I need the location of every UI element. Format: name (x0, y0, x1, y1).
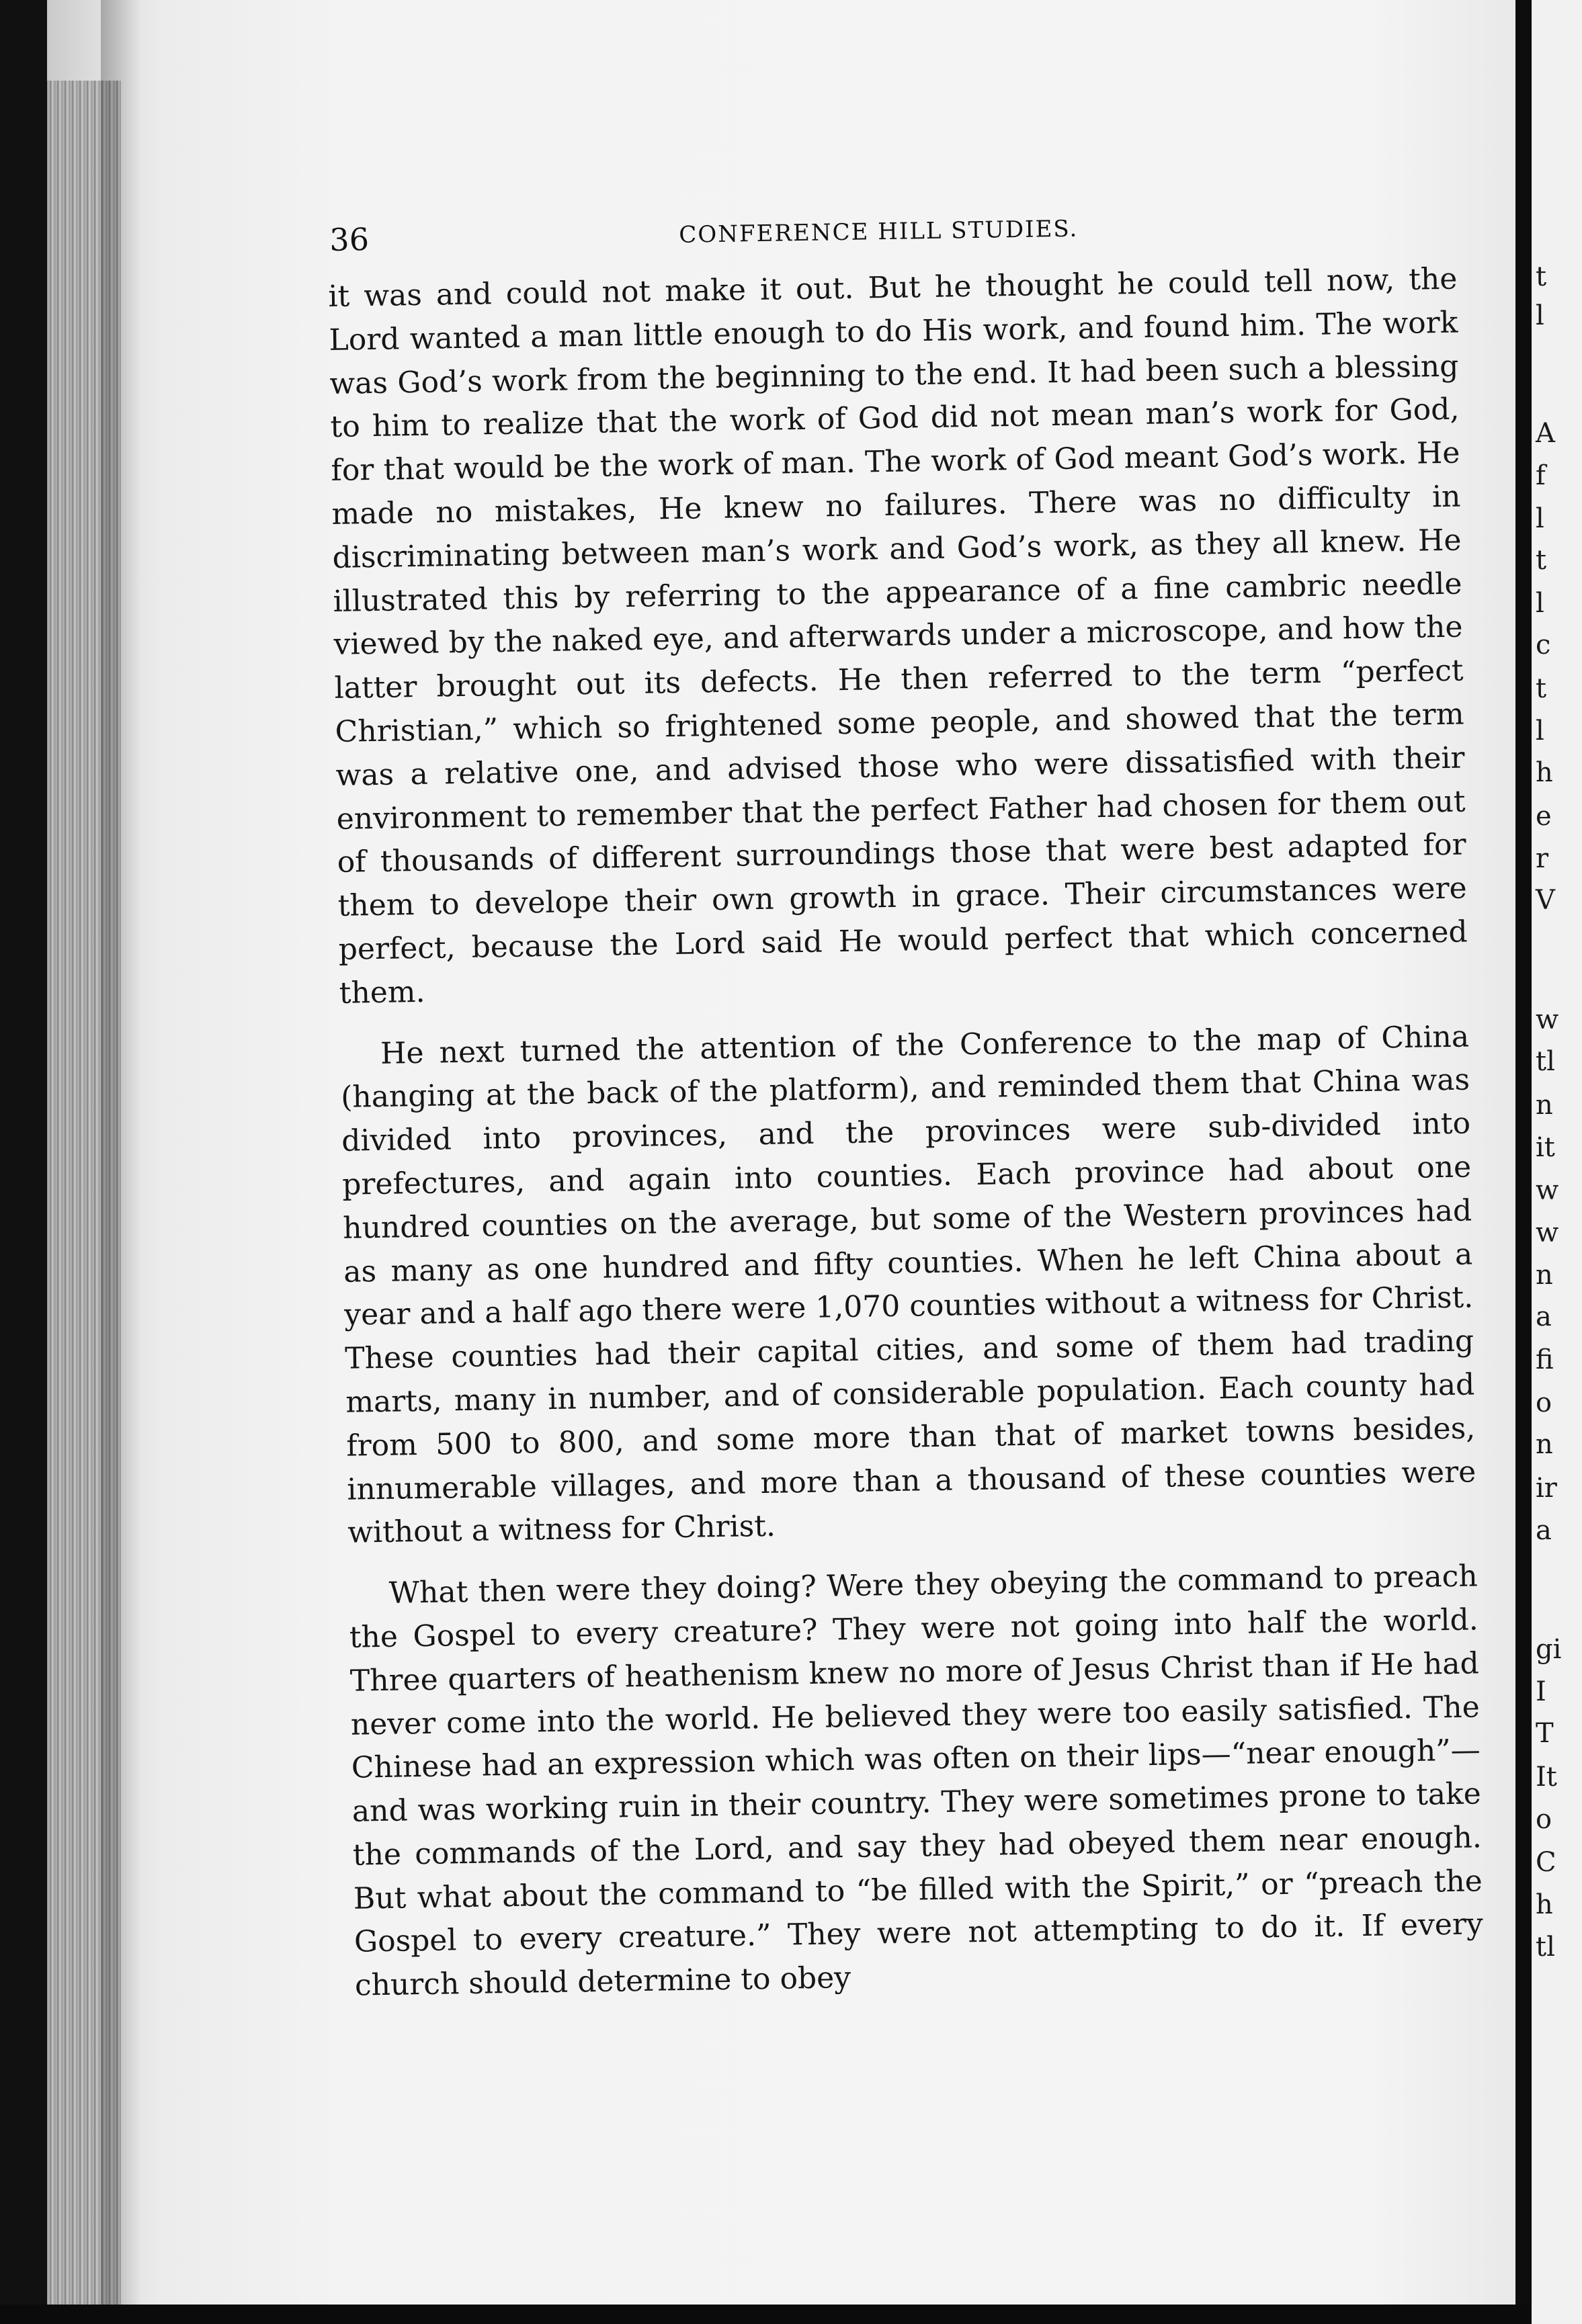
facing-page-fragment: t (1536, 261, 1547, 292)
facing-page-fragment: l (1536, 588, 1544, 619)
facing-page-fragment: tl (1536, 1932, 1555, 1963)
facing-page-fragment: n (1536, 1429, 1553, 1460)
paragraph: it was and could not make it out. But he thought he could tell now, the Lord wanted a man little enough to do His work, and found him. The work was God’s work from the beginning to the end. It had been such a blessing to him to realize that the work of God did not mean man’s work for God, for that would be the work of man. The work of God meant God’s work. He made no mistakes, He knew no failures. There was no difficulty in discriminating between man’s work and God’s work, as they all knew. He illustrated this by referring to the appearance of a fine cambric needle viewed by the naked eye, and afterwards under a microscope, and how the latter brought out its defects. He then referred to the term “perfect Christian,” which so frightened some people, and showed that the term was a relative one, and advised those who were dissatisfied with their environment to remember that the perfect Father had chosen for them out of thousands of different surroundings those that were best adapted for them to develope their own growth in grace. Their circumstances were perfect, because the Lord said He would perfect that which concerned them. (328, 261, 1468, 1010)
facing-page-fragment: w (1536, 1004, 1559, 1035)
facing-page-fragment: it (1536, 1132, 1555, 1163)
facing-page-fragment: r (1536, 843, 1549, 874)
facing-page-fragment: gi (1536, 1634, 1562, 1665)
facing-page-fragment: w (1536, 1175, 1559, 1206)
page-number: 36 (329, 221, 370, 258)
facing-page-fragment: a (1536, 1515, 1552, 1546)
facing-page-fragment: f (1536, 460, 1546, 491)
facing-page-fragment: t (1536, 545, 1547, 576)
facing-page-fragment: V (1536, 885, 1555, 916)
facing-page-fragment: n (1536, 1260, 1553, 1291)
facing-page-fragment: a (1536, 1301, 1552, 1332)
book-gutter (1515, 0, 1532, 2324)
body-text (328, 258, 1485, 2026)
facing-page-fragment: C (1536, 1847, 1556, 1878)
facing-page-fragment: fi (1536, 1344, 1554, 1375)
spine-shadow (101, 0, 141, 2305)
facing-page-fragment: w (1536, 1217, 1559, 1248)
paragraph: He next turned the attention of the Conference to the map of China (hanging at the back of the platform), and reminded them that China was divided into provinces, and the provinces were sub-divided into prefectures, and again into counties. Each province had about one hundred counties on the average, but some of the Western provinces had as many as one hundred and fifty counties. When he left China about a year and a half ago there were 1,070 counties without a witness for Christ. These counties had their capital cities, and some of them had trading marts, many in number, and of considerable population. Each county had from 500 to 800, and some more than that of market towns besides, innumerable villages, and more than a thousand of these counties were without a witness for Christ. (340, 1019, 1476, 1551)
facing-page-fragment: c (1536, 630, 1551, 660)
facing-page-edge (1532, 0, 1582, 2324)
facing-page-fragment: t (1536, 673, 1547, 704)
facing-page-fragment: e (1536, 801, 1552, 832)
facing-page-fragment: ir (1536, 1473, 1557, 1504)
facing-page-fragment: o (1536, 1804, 1552, 1835)
scan-border (0, 2305, 1532, 2324)
facing-page-fragment: h (1536, 1889, 1553, 1920)
facing-page-fragment: It (1536, 1762, 1557, 1793)
facing-page-fragment: l (1536, 716, 1544, 746)
facing-page-fragment: I (1536, 1676, 1546, 1707)
facing-page-fragment: h (1536, 757, 1553, 788)
facing-page-fragment: tl (1536, 1046, 1555, 1077)
facing-page-fragment: l (1536, 300, 1544, 331)
running-title: CONFERENCE HILL STUDIES. (679, 215, 1079, 249)
facing-page-fragment: o (1536, 1387, 1552, 1418)
paragraph: What then were they doing? Were they obeying the command to preach the Gospel to every creature? They were not going into half the world. Three quarters of heathenism knew no more of Jesus Christ than if He had never come into the world. He believed they were too easily satisfied. The Chinese had an expression which was often on their lips—“near enough”—and was working ruin in their country. They were sometimes prone to take the commands of the Lord, and say they had obeyed them near enough. But what about the command to “be filled with the Spirit,” or “preach the Gospel to every creature.” They were not attempting to do it. If every church should determine to obey (349, 1559, 1484, 2003)
facing-page-fragment: n (1536, 1090, 1553, 1121)
facing-page-fragment: A (1536, 418, 1555, 449)
facing-page-fragment: l (1536, 503, 1544, 534)
facing-page-fragment: T (1536, 1718, 1554, 1749)
